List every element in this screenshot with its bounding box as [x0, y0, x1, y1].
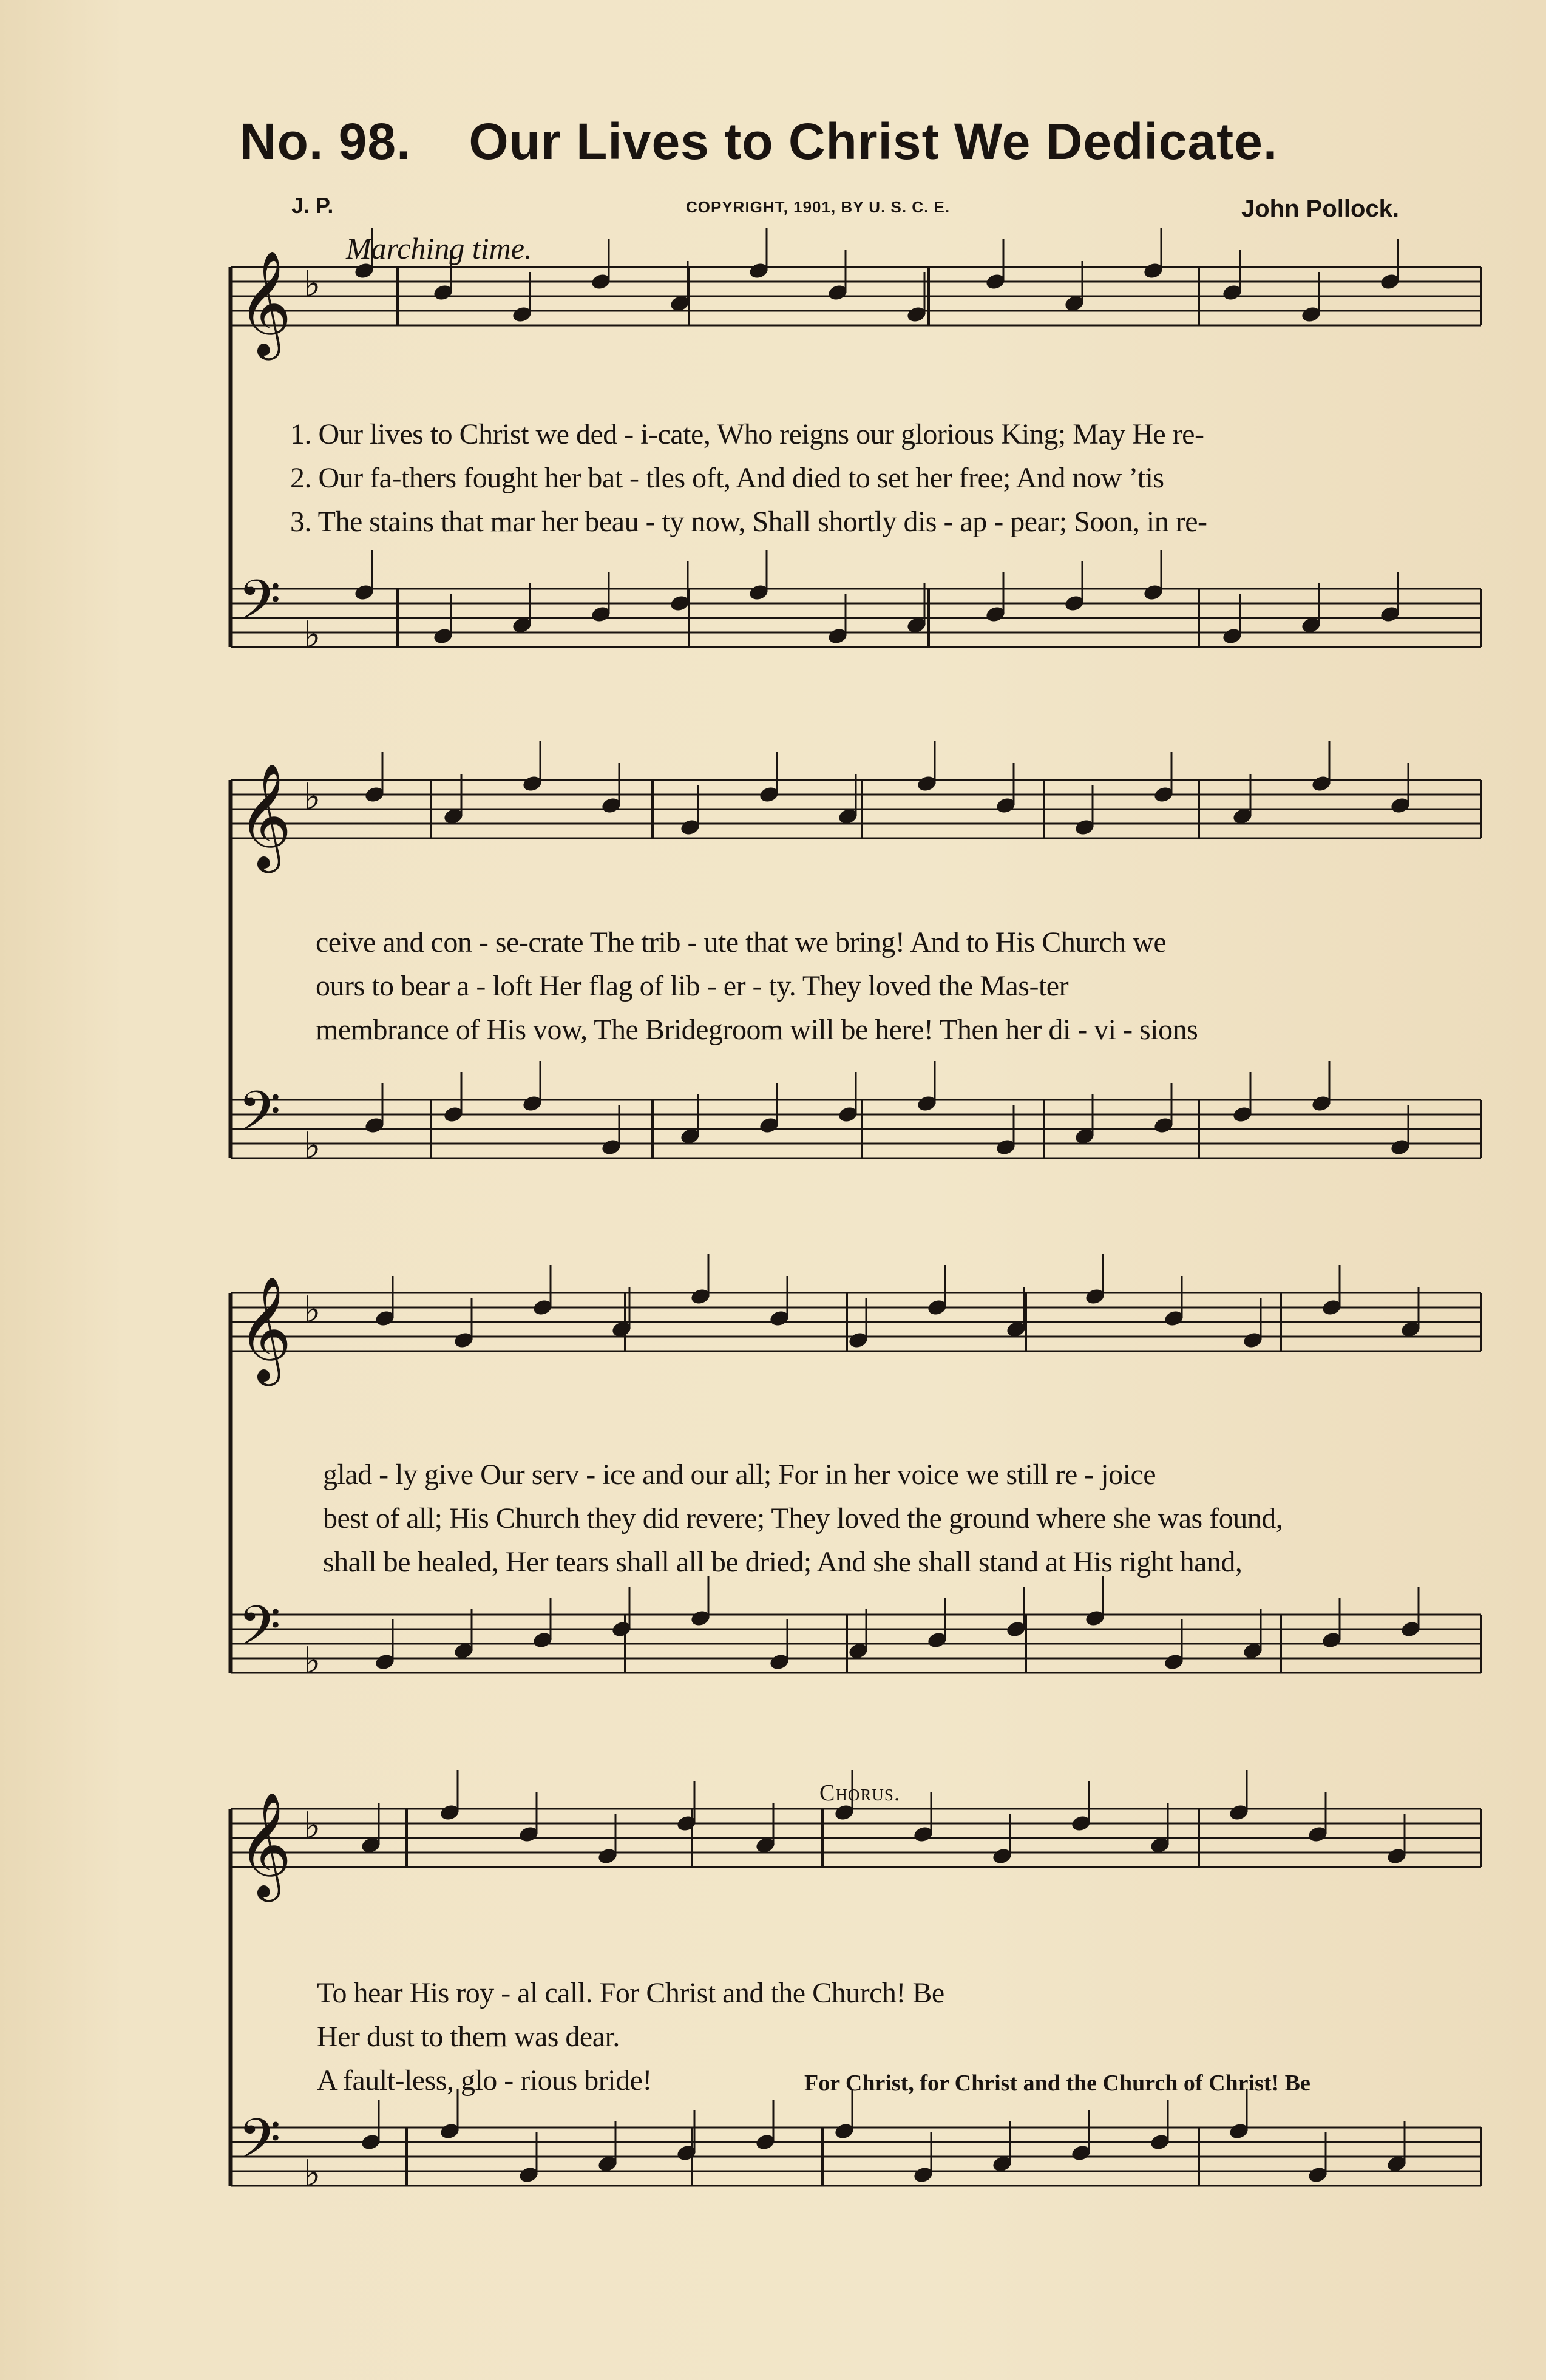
system-1-verse-3: 3. The stains that mar her beau - ty now, Shall shortly dis - ap - pear; Soon, in re-: [290, 506, 1207, 538]
system-3-verse-1: glad - ly give Our serv - ice and our all; For in her voice we still re - joice: [323, 1459, 1156, 1491]
flat-icon: ♭: [303, 1290, 321, 1330]
system-1-verse-2: 2. Our fa-thers fought her bat - tles oft, And died to set her free; And now ’tis: [290, 462, 1164, 494]
flat-icon: ♭: [303, 1126, 321, 1166]
system-2-verse-1: ceive and con - se-crate The trib - ute that we bring! And to His Church we: [316, 926, 1167, 958]
treble-clef-icon: 𝄞: [238, 1792, 292, 1897]
flat-icon: ♭: [303, 615, 321, 655]
system-4-verse-2: Her dust to them was dear.: [317, 2021, 620, 2053]
bass-clef-icon: 𝄢: [238, 568, 281, 646]
flat-icon: ♭: [303, 2154, 321, 2194]
flat-icon: ♭: [303, 264, 321, 304]
flat-icon: ♭: [303, 1641, 321, 1681]
system-1-verse-1: 1. Our lives to Christ we ded - i-cate, Who reigns our glorious King; May He re-: [290, 418, 1204, 450]
system-4-verse-1: To hear His roy - al call. For Christ and the Church! Be: [317, 1977, 944, 2009]
author-initials: J. P.: [291, 193, 334, 218]
composer-name: John Pollock.: [1241, 195, 1400, 222]
flat-icon: ♭: [303, 777, 321, 817]
bass-clef-icon: 𝄢: [238, 1594, 281, 1672]
system-3-verse-3: shall be healed, Her tears shall all be dried; And she shall stand at His right hand,: [323, 1546, 1243, 1578]
system-4-verse-3: A fault-less, glo - rious bride!: [317, 2064, 652, 2097]
chorus-alternate-text: For Christ, for Christ and the Church of Christ! Be: [804, 2070, 1310, 2096]
system-2-verse-3: membrance of His vow, The Bridegroom will be here! Then her di - vi - sions: [316, 1014, 1198, 1046]
system-3-verse-2: best of all; His Church they did revere; They loved the ground where she was found,: [323, 1502, 1283, 1534]
system-2-verse-2: ours to bear a - loft Her flag of lib - er - ty. They loved the Mas-ter: [316, 970, 1069, 1002]
treble-clef-icon: 𝄞: [238, 250, 292, 356]
treble-clef-icon: 𝄞: [238, 763, 292, 869]
copyright-notice: COPYRIGHT, 1901, BY U. S. C. E.: [686, 198, 951, 216]
bass-clef-icon: 𝄢: [238, 1079, 281, 1157]
treble-clef-icon: 𝄞: [238, 1276, 292, 1382]
bass-clef-icon: 𝄢: [238, 2107, 281, 2185]
hymn-number: No. 98.: [240, 113, 412, 170]
chorus-label: Chorus.: [819, 1780, 901, 1806]
tempo-marking: Marching time.: [346, 231, 532, 265]
flat-icon: ♭: [303, 1806, 321, 1846]
hymn-title: Our Lives to Christ We Dedicate.: [469, 113, 1278, 170]
